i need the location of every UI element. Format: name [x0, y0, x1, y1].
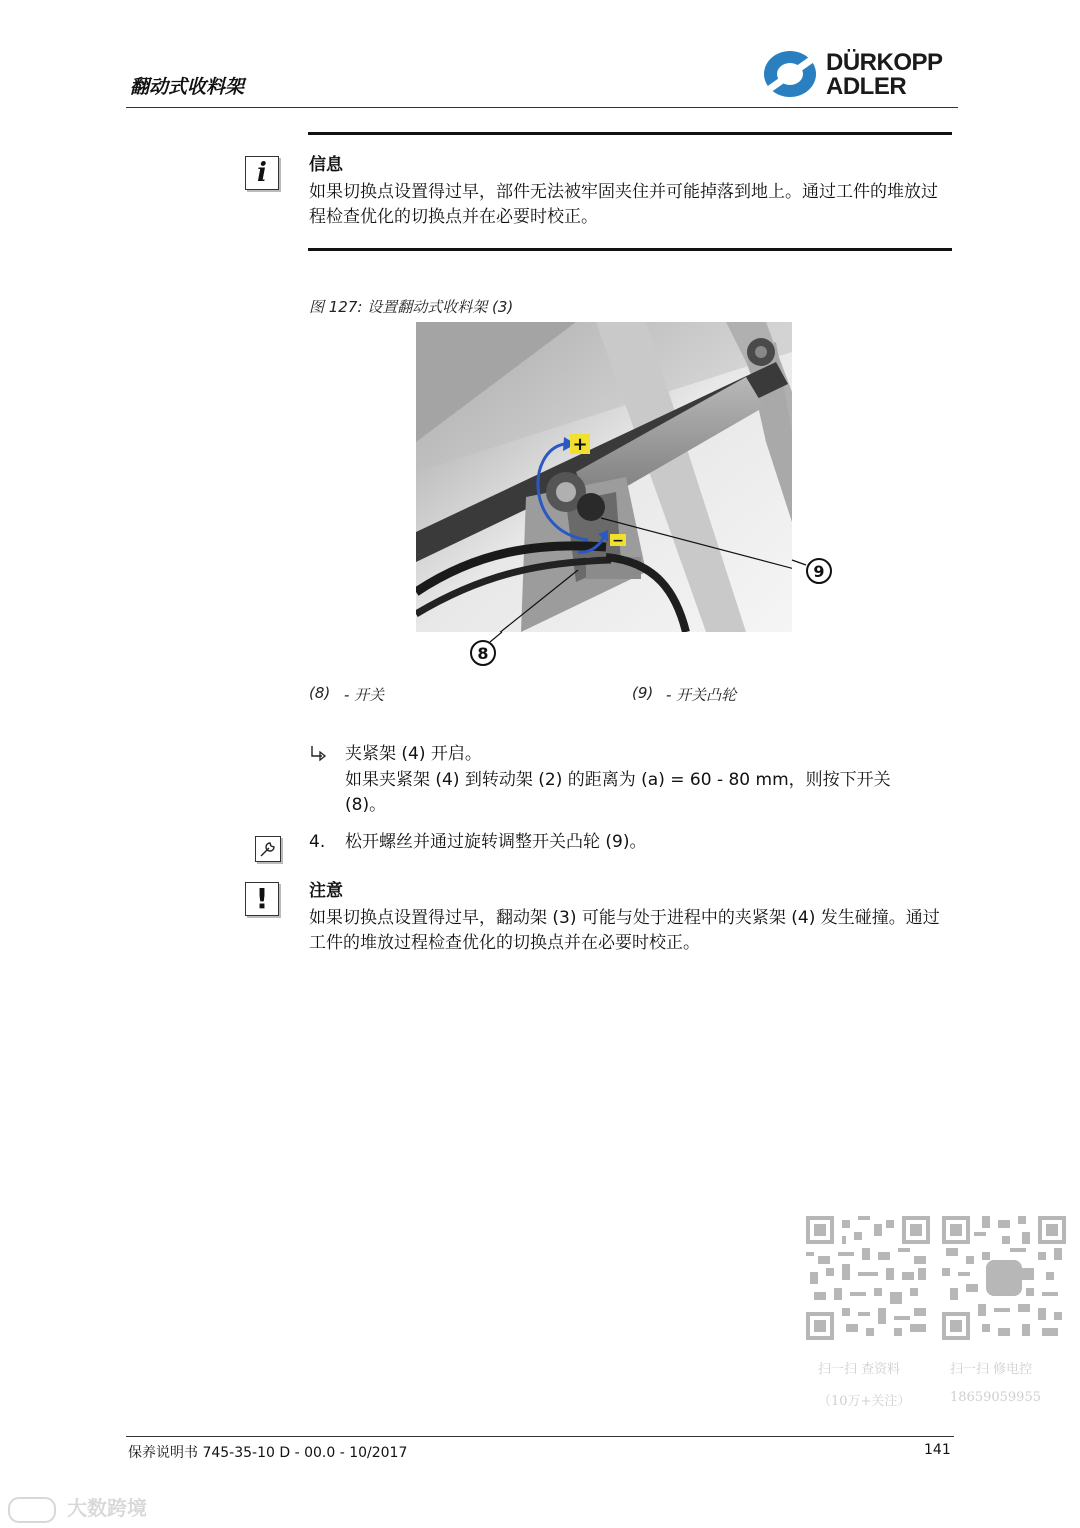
- svg-text:−: −: [612, 533, 624, 549]
- result-line2: 如果夹紧架 (4) 到转动架 (2) 的距离为 (a) = 60 - 80 mm，则按下开关 (8)。: [345, 770, 891, 815]
- figure-caption: 图 127: 设置翻动式收料架 (3): [309, 298, 514, 316]
- footer-doc-id: 保养说明书 745-35-10 D - 00.0 - 10/2017: [128, 1445, 408, 1461]
- result-arrow-icon: [308, 744, 328, 768]
- company-logo: [760, 48, 960, 104]
- callout-9: 9: [806, 558, 832, 584]
- callout-leaders: [416, 322, 417, 323]
- switch-photo-illustration: [416, 322, 792, 632]
- caution-heading: 注意: [309, 881, 343, 901]
- legend-8-num: (8): [309, 684, 331, 702]
- qr-left-line2: （10万+关注）: [818, 1394, 911, 1409]
- watermark-text: 大数跨境: [66, 1496, 147, 1520]
- svg-text:+: +: [572, 434, 588, 455]
- step-number: 4.: [309, 832, 326, 852]
- logo-mark-icon: [760, 48, 820, 100]
- info-text: 如果切换点设置得过早，部件无法被牢固夹住并可能掉落到地上。通过工件的堆放过程检查优化的切换点并在必要时校正。: [309, 182, 938, 227]
- logo-line1: DÜRKOPP: [826, 49, 943, 76]
- qr-code-left: [806, 1216, 930, 1340]
- page-number: 141: [924, 1442, 951, 1458]
- info-heading: 信息: [309, 155, 343, 175]
- watermark: [8, 1492, 147, 1523]
- section-title: 翻动式收料架: [130, 76, 245, 98]
- header-divider: [126, 107, 958, 108]
- legend-9-num: (9): [632, 684, 654, 702]
- wrench-icon: [255, 836, 281, 862]
- legend-8-text: - 开关: [344, 686, 385, 704]
- footer-divider: [126, 1436, 954, 1437]
- warning-icon: !: [245, 882, 279, 916]
- qr-code-right: [942, 1216, 1066, 1340]
- result-line1: 夹紧架 (4) 开启。: [345, 744, 482, 764]
- figure-photo: [416, 322, 792, 632]
- qr-right-line2: 18659059955: [950, 1390, 1041, 1405]
- info-top-rule: [308, 132, 952, 135]
- callout-8: 8: [470, 640, 496, 666]
- watermark-logo-icon: [8, 1497, 56, 1523]
- legend-9-text: - 开关凸轮: [666, 686, 737, 704]
- qr-left-line1: 扫一扫 查资料: [818, 1362, 901, 1377]
- info-icon: i: [245, 156, 279, 190]
- logo-line2: ADLER: [826, 73, 907, 100]
- qr-right-line1: 扫一扫 修电控: [950, 1362, 1033, 1377]
- step-text: 松开螺丝并通过旋转调整开关凸轮 (9)。: [345, 832, 647, 852]
- info-bottom-rule: [308, 248, 952, 251]
- caution-text: 如果切换点设置得过早，翻动架 (3) 可能与处于进程中的夹紧架 (4) 发生碰撞。通过工件的堆放过程检查优化的切换点并在必要时校正。: [309, 908, 940, 953]
